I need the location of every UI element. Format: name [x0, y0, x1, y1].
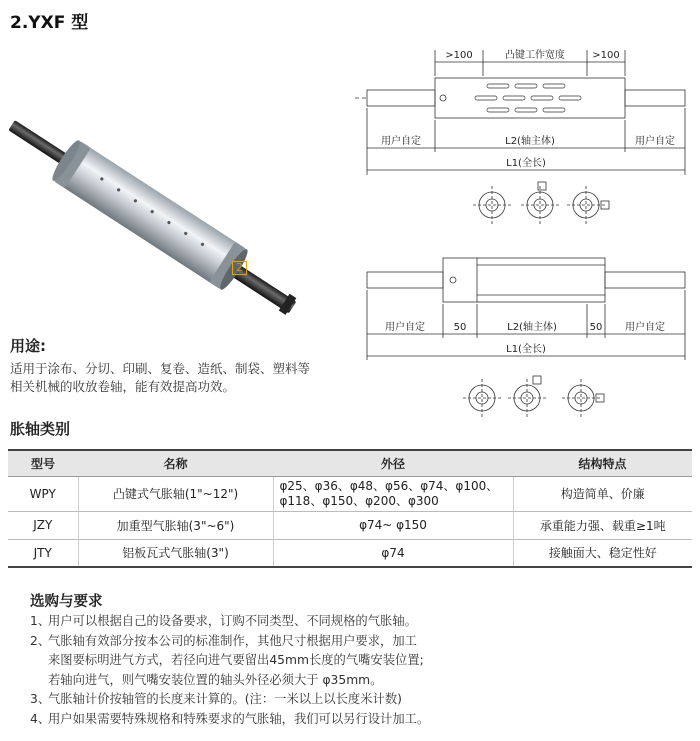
technical-drawing: [355, 40, 700, 430]
dim2-gap-left: 50: [453, 322, 467, 333]
dim2-total: L1(全长): [506, 344, 546, 355]
cell-diameter: φ74~ φ150: [273, 511, 513, 539]
usage-title: 用途:: [10, 337, 46, 355]
dim1-user-left: 用户自定: [381, 136, 421, 147]
dim-top-middle: 凸键工作宽度: [505, 50, 565, 61]
cell-diameter: φ74: [273, 539, 513, 567]
types-table: [8, 449, 692, 568]
types-title: 胀轴类别: [10, 420, 71, 438]
dim2-gap-right: 50: [589, 322, 603, 333]
dim-top-left: >100: [445, 50, 473, 61]
table-row: [8, 476, 692, 511]
usage-line-2: 相关机械的收放卷轴，能有效提高功效。: [10, 379, 236, 394]
header-diameter: 外径: [273, 450, 513, 476]
list-item: [30, 612, 690, 632]
usage-text: [10, 360, 320, 396]
list-item: [30, 710, 690, 730]
usage-line-1: 适用于涂布、分切、印刷、复卷、造纸、制袋、塑料等: [10, 361, 311, 376]
cell-model: JTY: [8, 539, 78, 567]
list-item: [30, 632, 690, 691]
header-model: 型号: [8, 450, 78, 476]
item-number: 3、: [30, 692, 51, 706]
dim2-user-left: 用户自定: [385, 322, 425, 333]
page-title: 2.YXF 型: [10, 13, 89, 33]
cell-model: JZY: [8, 511, 78, 539]
header-feature: 结构特点: [513, 450, 692, 476]
table-header-row: [8, 450, 692, 476]
dim1-user-right: 用户自定: [635, 136, 675, 147]
cell-name: 铝板瓦式气胀轴(3"): [78, 539, 273, 567]
item-text: 气胀轴计价按轴管的长度来计算的。(注：一米以上以长度米计数): [48, 692, 402, 706]
item-text: 用户如果需要特殊规格和特殊要求的气胀轴，我们可以另行设计加工。: [48, 711, 430, 726]
air-shaft-photo: [0, 110, 300, 320]
cell-diameter-line-2: φ118、φ150、φ200、φ300: [279, 493, 439, 508]
cell-feature: 接触面大、稳定性好: [513, 539, 692, 567]
dim-top-right: >100: [592, 50, 620, 61]
item-text-continued: 若轴向进气，则气嘴安装位置的轴头外径必须大于 φ35mm。: [48, 672, 383, 687]
item-text: 用户可以根据自己的设备要求，订购不同类型、不同规格的气胀轴。: [48, 614, 417, 628]
requirements-title: 选购与要求: [30, 594, 103, 610]
dim1-main: L2(轴主体): [505, 136, 555, 147]
list-item: [30, 690, 690, 710]
cell-name: 加重型气胀轴(3"~6"): [78, 511, 273, 539]
dim2-main: L2(轴主体): [507, 322, 557, 333]
item-number: 1、: [30, 614, 51, 628]
cell-diameter: [273, 476, 513, 511]
table-row: [8, 539, 692, 567]
cell-name: 凸键式气胀轴(1"~12"): [78, 476, 273, 511]
photo-reference-number: 2: [232, 261, 247, 275]
cell-model: WPY: [8, 476, 78, 511]
requirements-list: [30, 612, 690, 729]
item-text-continued: 来图要标明进气方式，若径向进气要留出45mm长度的气嘴安装位置;: [48, 653, 424, 667]
dim2-user-right: 用户自定: [625, 322, 665, 333]
header-name: 名称: [78, 450, 273, 476]
table-row: [8, 511, 692, 539]
item-number: 2、: [30, 633, 51, 648]
item-number: 4、: [30, 711, 51, 726]
dim1-total: L1(全长): [506, 158, 546, 169]
item-text: 气胀轴有效部分按本公司的标准制作，其他尺寸根据用户要求，加工: [48, 633, 417, 648]
cell-feature: 构造简单、价廉: [513, 476, 692, 511]
cell-feature: 承重能力强、载重≥1吨: [513, 511, 692, 539]
cell-diameter-line-1: φ25、φ36、φ48、φ56、φ74、φ100、: [279, 478, 499, 493]
